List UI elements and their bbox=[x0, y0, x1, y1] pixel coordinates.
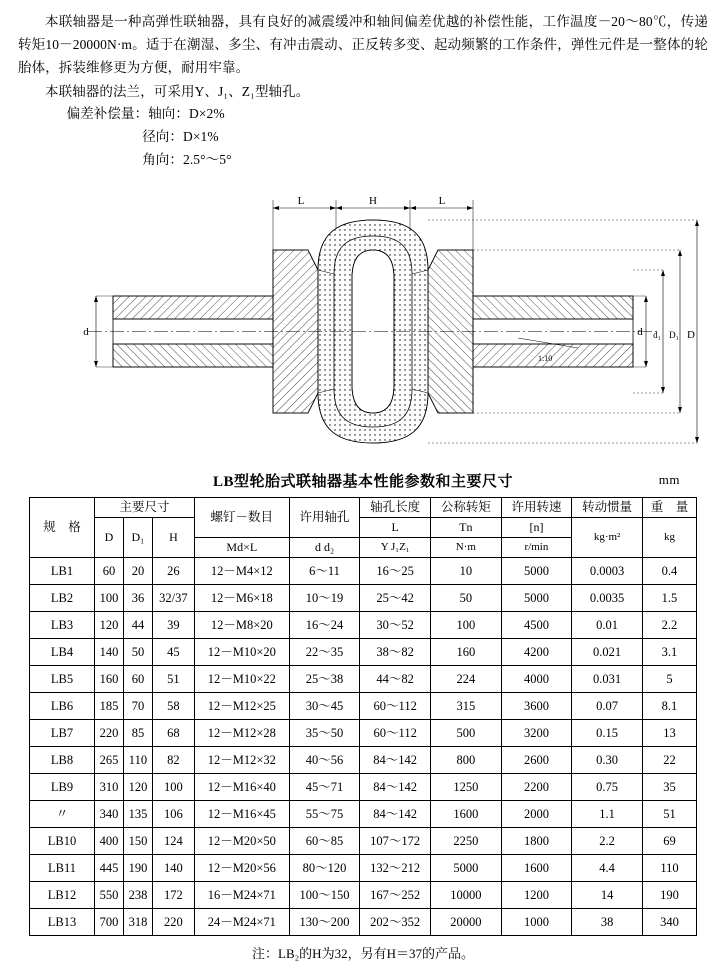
cell-inertia: 14 bbox=[572, 882, 643, 909]
cell-d1: 36 bbox=[123, 585, 152, 612]
th-bore: 许用轴孔 bbox=[289, 497, 360, 538]
cell-torque: 20000 bbox=[431, 909, 502, 936]
table-row bbox=[30, 882, 697, 909]
table-caption bbox=[18, 470, 708, 491]
intro-paragraph-2: 本联轴器的法兰，可采用Y、J₁、Z₁型轴孔。 bbox=[45, 83, 310, 99]
cell-speed: 1200 bbox=[501, 882, 572, 909]
cell-speed: 5000 bbox=[501, 585, 572, 612]
th-torque-unit: N·m bbox=[431, 538, 502, 558]
cell-h: 26 bbox=[152, 558, 194, 585]
th-bore-sub: d d₂ bbox=[289, 538, 360, 558]
coupling-parameters-table bbox=[29, 497, 697, 937]
cell-bore: 45～71 bbox=[289, 774, 360, 801]
table-row bbox=[30, 612, 697, 639]
dim-label-L-left: L bbox=[297, 194, 305, 207]
cell-spec: LB6 bbox=[30, 693, 95, 720]
cell-weight: 1.5 bbox=[642, 585, 696, 612]
cell-bore: 80～120 bbox=[289, 855, 360, 882]
th-torque: 公称转矩 bbox=[431, 497, 502, 518]
cell-d: 60 bbox=[95, 558, 124, 585]
cell-bore: 35～50 bbox=[289, 720, 360, 747]
th-screw: 螺钉－数目 bbox=[194, 497, 289, 538]
cell-h: 100 bbox=[152, 774, 194, 801]
cell-d1: 50 bbox=[123, 639, 152, 666]
cell-spec: LB4 bbox=[30, 639, 95, 666]
cell-inertia: 0.01 bbox=[572, 612, 643, 639]
cell-len: 84～142 bbox=[360, 801, 431, 828]
cell-bore: 100～150 bbox=[289, 882, 360, 909]
cell-spec: LB2 bbox=[30, 585, 95, 612]
cell-weight: 110 bbox=[642, 855, 696, 882]
cell-screw: 12－M10×22 bbox=[194, 666, 289, 693]
cell-torque: 1600 bbox=[431, 801, 502, 828]
table-row bbox=[30, 693, 697, 720]
cell-speed: 1000 bbox=[501, 909, 572, 936]
cell-torque: 800 bbox=[431, 747, 502, 774]
cell-h: 140 bbox=[152, 855, 194, 882]
cell-inertia: 0.0003 bbox=[572, 558, 643, 585]
cell-d: 700 bbox=[95, 909, 124, 936]
cell-d1: 190 bbox=[123, 855, 152, 882]
cell-torque: 2250 bbox=[431, 828, 502, 855]
th-inertia: 转动惯量 bbox=[572, 497, 643, 518]
cell-spec: LB11 bbox=[30, 855, 95, 882]
table-row bbox=[30, 639, 697, 666]
cell-len: 25～42 bbox=[360, 585, 431, 612]
cell-speed: 3600 bbox=[501, 693, 572, 720]
cell-speed: 2200 bbox=[501, 774, 572, 801]
cell-weight: 13 bbox=[642, 720, 696, 747]
dim-label-d-right: d bbox=[637, 325, 643, 338]
th-speed-unit: r/min bbox=[501, 538, 572, 558]
cell-weight: 22 bbox=[642, 747, 696, 774]
cell-inertia: 38 bbox=[572, 909, 643, 936]
cell-speed: 2000 bbox=[501, 801, 572, 828]
cell-spec: LB1 bbox=[30, 558, 95, 585]
intro-text bbox=[18, 10, 708, 172]
cell-d1: 20 bbox=[123, 558, 152, 585]
cell-screw: 24－M24×71 bbox=[194, 909, 289, 936]
cell-d: 550 bbox=[95, 882, 124, 909]
dim-label-D1: D₁ bbox=[669, 329, 679, 340]
cell-d1: 318 bbox=[123, 909, 152, 936]
deviation-axial: 偏差补偿量：轴向：D×2% bbox=[66, 105, 225, 121]
cell-len: 60～112 bbox=[360, 693, 431, 720]
cell-weight: 190 bbox=[642, 882, 696, 909]
table-row bbox=[30, 747, 697, 774]
cell-weight: 5 bbox=[642, 666, 696, 693]
cell-bore: 25～38 bbox=[289, 666, 360, 693]
cell-screw: 12－M12×32 bbox=[194, 747, 289, 774]
th-D1: D₁ bbox=[123, 518, 152, 558]
table-row bbox=[30, 855, 697, 882]
cell-bore: 40～56 bbox=[289, 747, 360, 774]
cell-len: 107～172 bbox=[360, 828, 431, 855]
cell-h: 39 bbox=[152, 612, 194, 639]
cell-d: 340 bbox=[95, 801, 124, 828]
cell-weight: 8.1 bbox=[642, 693, 696, 720]
cell-h: 68 bbox=[152, 720, 194, 747]
cell-inertia: 0.031 bbox=[572, 666, 643, 693]
cell-len: 132～212 bbox=[360, 855, 431, 882]
th-speed-sym: [n] bbox=[501, 518, 572, 538]
cell-h: 220 bbox=[152, 909, 194, 936]
cell-weight: 51 bbox=[642, 801, 696, 828]
cell-d1: 85 bbox=[123, 720, 152, 747]
table-row bbox=[30, 666, 697, 693]
cell-d1: 150 bbox=[123, 828, 152, 855]
intro-paragraph-1: 本联轴器是一种高弹性联轴器，具有良好的减震缓冲和轴间偏差优越的补偿性能，工作温度－20～80℃，传递转矩10－20000N·m。适于在潮湿、多尘、有冲击震动、正反转多变、起动频繁的工作条件，弹性元件是一整体的轮胎体，拆装维修更为方便，耐用牢靠。 bbox=[18, 14, 708, 76]
cell-d: 310 bbox=[95, 774, 124, 801]
cell-inertia: 1.1 bbox=[572, 801, 643, 828]
th-main-dims: 主要尺寸 bbox=[95, 497, 195, 518]
cell-inertia: 0.15 bbox=[572, 720, 643, 747]
th-inertia-unit: kg·m² bbox=[572, 518, 643, 558]
cell-h: 82 bbox=[152, 747, 194, 774]
cell-screw: 12－M6×18 bbox=[194, 585, 289, 612]
cell-torque: 315 bbox=[431, 693, 502, 720]
cell-bore: 22～35 bbox=[289, 639, 360, 666]
cell-d: 100 bbox=[95, 585, 124, 612]
dim-label-d-left: d bbox=[83, 325, 89, 338]
cell-d: 445 bbox=[95, 855, 124, 882]
table-header bbox=[30, 497, 697, 558]
cell-speed: 4200 bbox=[501, 639, 572, 666]
cell-d1: 60 bbox=[123, 666, 152, 693]
table-row bbox=[30, 801, 697, 828]
cell-speed: 4500 bbox=[501, 612, 572, 639]
table-row bbox=[30, 558, 697, 585]
cell-bore: 30～45 bbox=[289, 693, 360, 720]
cell-len: 84～142 bbox=[360, 774, 431, 801]
dim-label-H: H bbox=[369, 194, 377, 207]
cell-len: 84～142 bbox=[360, 747, 431, 774]
cell-weight: 35 bbox=[642, 774, 696, 801]
cell-len: 16～25 bbox=[360, 558, 431, 585]
cell-spec: LB12 bbox=[30, 882, 95, 909]
cell-bore: 6～11 bbox=[289, 558, 360, 585]
cell-inertia: 0.07 bbox=[572, 693, 643, 720]
cell-spec: LB9 bbox=[30, 774, 95, 801]
cell-spec: LB10 bbox=[30, 828, 95, 855]
cell-bore: 60～85 bbox=[289, 828, 360, 855]
cell-weight: 69 bbox=[642, 828, 696, 855]
cell-h: 51 bbox=[152, 666, 194, 693]
cell-d: 140 bbox=[95, 639, 124, 666]
cell-screw: 16－M24×71 bbox=[194, 882, 289, 909]
table-row bbox=[30, 909, 697, 936]
header-row-1 bbox=[30, 497, 697, 518]
cell-d1: 44 bbox=[123, 612, 152, 639]
cell-inertia: 2.2 bbox=[572, 828, 643, 855]
cell-inertia: 0.021 bbox=[572, 639, 643, 666]
cell-torque: 160 bbox=[431, 639, 502, 666]
cell-speed: 1800 bbox=[501, 828, 572, 855]
th-H: H bbox=[152, 518, 194, 558]
cell-d: 120 bbox=[95, 612, 124, 639]
cell-bore: 16～24 bbox=[289, 612, 360, 639]
cell-torque: 10000 bbox=[431, 882, 502, 909]
cell-screw: 12－M8×20 bbox=[194, 612, 289, 639]
table-body bbox=[30, 558, 697, 936]
coupling-technical-drawing bbox=[18, 178, 708, 468]
cell-spec: LB13 bbox=[30, 909, 95, 936]
cell-h: 45 bbox=[152, 639, 194, 666]
cell-d: 265 bbox=[95, 747, 124, 774]
table-unit: mm bbox=[658, 471, 680, 487]
cell-torque: 500 bbox=[431, 720, 502, 747]
cell-weight: 340 bbox=[642, 909, 696, 936]
cell-len: 202～352 bbox=[360, 909, 431, 936]
cell-screw: 12－M10×20 bbox=[194, 639, 289, 666]
cell-speed: 1600 bbox=[501, 855, 572, 882]
cell-torque: 100 bbox=[431, 612, 502, 639]
cell-d: 185 bbox=[95, 693, 124, 720]
cell-d1: 135 bbox=[123, 801, 152, 828]
th-speed: 许用转速 bbox=[501, 497, 572, 518]
cell-bore: 130～200 bbox=[289, 909, 360, 936]
cell-len: 38～82 bbox=[360, 639, 431, 666]
cell-speed: 2600 bbox=[501, 747, 572, 774]
table-row bbox=[30, 585, 697, 612]
th-bore-length: 轴孔长度 bbox=[360, 497, 431, 518]
cell-screw: 12－M16×40 bbox=[194, 774, 289, 801]
cell-d: 160 bbox=[95, 666, 124, 693]
cell-spec: LB3 bbox=[30, 612, 95, 639]
cell-len: 167～252 bbox=[360, 882, 431, 909]
deviation-radial: 径向：D×1% bbox=[142, 128, 219, 144]
cell-weight: 2.2 bbox=[642, 612, 696, 639]
cell-torque: 50 bbox=[431, 585, 502, 612]
cell-spec: LB8 bbox=[30, 747, 95, 774]
cell-d: 220 bbox=[95, 720, 124, 747]
cell-d1: 110 bbox=[123, 747, 152, 774]
cell-inertia: 4.4 bbox=[572, 855, 643, 882]
table-row bbox=[30, 774, 697, 801]
th-spec: 规 格 bbox=[30, 497, 95, 558]
deviation-compensation-list bbox=[18, 103, 708, 172]
cell-speed: 5000 bbox=[501, 558, 572, 585]
cell-len: 30～52 bbox=[360, 612, 431, 639]
deviation-angular: 角向：2.5°～5° bbox=[142, 151, 232, 167]
cell-h: 32/37 bbox=[152, 585, 194, 612]
dim-label-D: D bbox=[687, 328, 695, 341]
cell-h: 106 bbox=[152, 801, 194, 828]
cell-len: 60～112 bbox=[360, 720, 431, 747]
cell-torque: 1250 bbox=[431, 774, 502, 801]
th-bore-length-type: Y J₁Z₁ bbox=[360, 538, 431, 558]
th-screw-sub: Md×L bbox=[194, 538, 289, 558]
cell-d1: 238 bbox=[123, 882, 152, 909]
cell-screw: 12－M16×45 bbox=[194, 801, 289, 828]
cell-spec: LB7 bbox=[30, 720, 95, 747]
header-row-2 bbox=[30, 518, 697, 538]
cell-bore: 55～75 bbox=[289, 801, 360, 828]
th-D: D bbox=[95, 518, 124, 558]
cell-torque: 5000 bbox=[431, 855, 502, 882]
cell-spec: 〃 bbox=[30, 801, 95, 828]
th-torque-sym: Tn bbox=[431, 518, 502, 538]
table-row bbox=[30, 720, 697, 747]
th-bore-length-sym: L bbox=[360, 518, 431, 538]
cell-weight: 3.1 bbox=[642, 639, 696, 666]
cell-torque: 224 bbox=[431, 666, 502, 693]
cell-bore: 10～19 bbox=[289, 585, 360, 612]
cell-weight: 0.4 bbox=[642, 558, 696, 585]
cell-d: 400 bbox=[95, 828, 124, 855]
th-weight-unit: kg bbox=[642, 518, 696, 558]
table-title: LB型轮胎式联轴器基本性能参数和主要尺寸 bbox=[212, 473, 513, 490]
cell-screw: 12－M20×56 bbox=[194, 855, 289, 882]
dim-label-L-right: L bbox=[438, 194, 446, 207]
cell-d1: 70 bbox=[123, 693, 152, 720]
cell-inertia: 0.0035 bbox=[572, 585, 643, 612]
cell-speed: 3200 bbox=[501, 720, 572, 747]
cell-speed: 4000 bbox=[501, 666, 572, 693]
cell-h: 58 bbox=[152, 693, 194, 720]
svg-text:1:10: 1:10 bbox=[538, 353, 553, 363]
cell-h: 124 bbox=[152, 828, 194, 855]
cell-len: 44～82 bbox=[360, 666, 431, 693]
cell-inertia: 0.30 bbox=[572, 747, 643, 774]
cell-screw: 12－M4×12 bbox=[194, 558, 289, 585]
cell-screw: 12－M12×25 bbox=[194, 693, 289, 720]
cell-screw: 12－M20×50 bbox=[194, 828, 289, 855]
cell-h: 172 bbox=[152, 882, 194, 909]
cell-inertia: 0.75 bbox=[572, 774, 643, 801]
th-weight: 重 量 bbox=[642, 497, 696, 518]
table-footnote: 注：LB₂的H为32，另有H＝37的产品。 bbox=[252, 946, 474, 962]
cell-torque: 10 bbox=[431, 558, 502, 585]
dim-label-d1: d₁ bbox=[653, 329, 661, 340]
cell-d1: 120 bbox=[123, 774, 152, 801]
table-row bbox=[30, 828, 697, 855]
cell-screw: 12－M12×28 bbox=[194, 720, 289, 747]
cell-spec: LB5 bbox=[30, 666, 95, 693]
